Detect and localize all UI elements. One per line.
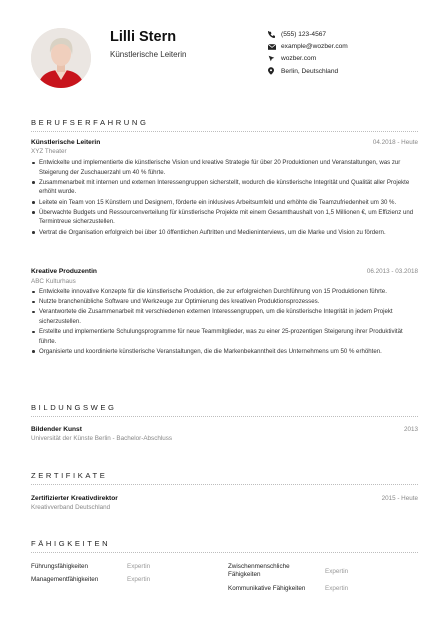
phone-text[interactable]: (555) 123-4567 xyxy=(281,30,327,38)
skill-level: Expertin xyxy=(127,576,151,583)
section-title-skills: FÄHIGKEITEN xyxy=(31,539,111,548)
list-item: Zusammenarbeit mit internen und externen Interessengruppen sicherstellt, wodurch die künstlerische Integrität und Qualität aller Projekte erhöht wurde. xyxy=(31,178,418,197)
job-bullets-1 xyxy=(31,158,418,238)
education-degree: Bildender Kunst xyxy=(31,426,82,433)
cursor-icon xyxy=(268,55,281,62)
location-text: Berlin, Deutschland xyxy=(281,67,339,75)
phone-icon xyxy=(268,31,281,38)
skill-level: Expertin xyxy=(325,568,349,575)
list-item: Verantwortete die Zusammenarbeit mit verschiedenen externen Interessengruppen, um die künstlerische Integrität in jedem Projekt sicherzustellen. xyxy=(31,307,418,326)
section-divider xyxy=(31,484,418,485)
skill-name: Kommunikative Fähigkeiten xyxy=(228,585,306,592)
skill-name: Zwischenmenschliche Fähigkeiten xyxy=(228,563,290,578)
section-divider xyxy=(31,131,418,132)
candidate-title: Künstlerische Leiterin xyxy=(110,50,187,59)
list-item: Organisierte und koordinierte künstlerische Veranstaltungen, die die Markenbekanntheit des Unternehmens um 50 % erhöhten. xyxy=(31,347,418,357)
list-item: Erstellte und implementierte Schulungsprogramme für neue Teammitglieder, was zu einer 25-prozentigen Steigerung ihrer Produktivität führte. xyxy=(31,327,418,346)
contact-website xyxy=(268,53,348,65)
skill-name: Managementfähigkeiten xyxy=(31,576,99,583)
contact-phone xyxy=(268,28,348,40)
job-company-1: XYZ Theater xyxy=(31,148,67,155)
job-company-2: ABC Kulturhaus xyxy=(31,278,76,285)
list-item: Vertrat die Organisation erfolgreich bei über 10 öffentlichen Auftritten und Medieninterviews, um die Marke und Vision zu fördern. xyxy=(31,228,418,238)
education-school: Universität der Künste Berlin - Bachelor-Abschluss xyxy=(31,435,173,442)
certificate-dates: 2015 - Heute xyxy=(381,495,418,502)
contact-list xyxy=(268,28,348,78)
list-item: Leitete ein Team von 15 Künstlern und Designern, förderte ein inklusives Arbeitsumfeld und erhöhte die Teamzufriedenheit um 30 %. xyxy=(31,198,418,208)
website-text[interactable]: wozber.com xyxy=(281,55,317,63)
profile-photo xyxy=(31,28,91,88)
section-title-education: BILDUNGSWEG xyxy=(31,403,117,412)
skill-level: Expertin xyxy=(127,563,151,570)
section-divider xyxy=(31,552,418,553)
section-title-certificates: ZERTIFIKATE xyxy=(31,471,108,480)
location-pin-icon xyxy=(268,67,281,75)
list-item: Entwickelte und implementierte die künstlerische Vision und kreative Strategie für über 20 Produktionen und Veranstaltungen, was zur Steigerung der Zuschauerzahl um 40 % führte. xyxy=(31,158,418,177)
job-dates-2: 06.2013 - 03.2018 xyxy=(366,268,418,275)
contact-location xyxy=(268,65,348,77)
job-title-2: Kreative Produzentin xyxy=(31,268,97,275)
job-bullets-2 xyxy=(31,287,418,357)
email-icon xyxy=(268,44,281,50)
job-title-1: Künstlerische Leiterin xyxy=(31,139,101,146)
candidate-name: Lilli Stern xyxy=(110,29,177,45)
certificate-title: Zertifizierter Kreativdirektor xyxy=(31,495,118,502)
section-title-experience: BERUFSERFAHRUNG xyxy=(31,118,149,127)
section-divider xyxy=(31,416,418,417)
list-item: Nutzte branchenübliche Software und Werkzeuge zur Optimierung des kreativen Produktionsprozesses. xyxy=(31,297,418,307)
skill-level: Expertin xyxy=(325,585,349,592)
job-dates-1: 04.2018 - Heute xyxy=(372,139,418,146)
email-text[interactable]: example@wozber.com xyxy=(281,43,348,51)
list-item: Entwickelte innovative Konzepte für die künstlerische Produktion, die zur erfolgreichen Durchführung von 15 Produktionen führte. xyxy=(31,287,418,297)
list-item: Überwachte Budgets und Ressourcenverteilung für künstlerische Projekte mit einem Gesamthaushalt von 1,5 Millionen €, um Effizienz und Termintreue sicherzustellen. xyxy=(31,208,418,227)
education-year: 2013 xyxy=(403,426,418,433)
certificate-issuer: Kreativverband Deutschland xyxy=(31,504,111,511)
skill-name: Führungsfähigkeiten xyxy=(31,563,89,570)
contact-email xyxy=(268,40,348,52)
